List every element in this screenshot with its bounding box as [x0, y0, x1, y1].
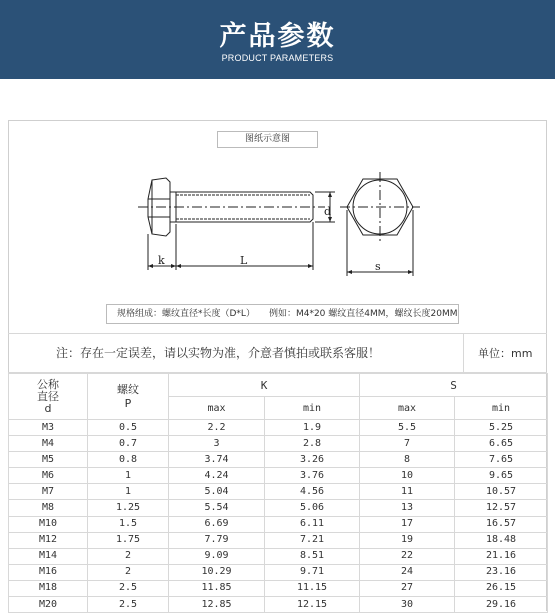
cell-s-min: 6.65 [455, 436, 548, 452]
cell-s-min: 21.16 [455, 548, 548, 564]
spec-composition: 规格组成：螺纹直径*长度（D*L） [117, 309, 255, 319]
cell-s-max: 30 [360, 597, 455, 613]
cell-s-min: 16.57 [455, 516, 548, 532]
cell-p: 0.5 [88, 420, 169, 436]
cell-k-max: 5.54 [169, 500, 265, 516]
cell-s-max: 11 [360, 484, 455, 500]
table-row [9, 484, 548, 500]
cell-k-max: 3.74 [169, 452, 265, 468]
page-title: 产品参数 [219, 21, 336, 52]
cell-p: 1.5 [88, 516, 169, 532]
cell-p: 1 [88, 468, 169, 484]
table-row [9, 516, 548, 532]
cell-p: 1.25 [88, 500, 169, 516]
cell-d: M18 [9, 580, 88, 596]
cell-k-min: 1.9 [265, 420, 360, 436]
cell-k-max: 4.24 [169, 468, 265, 484]
cell-p: 1.75 [88, 532, 169, 548]
cell-s-max: 13 [360, 500, 455, 516]
header-nominal-diameter: 公称 直径 d [9, 374, 88, 420]
cell-k-min: 5.06 [265, 500, 360, 516]
table-body [9, 420, 548, 613]
table-row [9, 564, 548, 580]
cell-d: M8 [9, 500, 88, 516]
header-k: K [169, 374, 360, 397]
notice-bar [8, 333, 547, 373]
spec-description [106, 304, 459, 324]
cell-p: 2.5 [88, 597, 169, 613]
cell-s-min: 7.65 [455, 452, 548, 468]
header-k-min: min [265, 397, 360, 420]
dim-label-s: s [375, 260, 381, 273]
cell-k-max: 10.29 [169, 564, 265, 580]
cell-p: 2 [88, 564, 169, 580]
cell-s-max: 7 [360, 436, 455, 452]
notice-divider [463, 334, 464, 372]
header-thread-pitch: 螺纹 P [88, 374, 169, 420]
page-subtitle: PRODUCT PARAMETERS [221, 53, 334, 63]
dim-label-d: d [324, 205, 332, 218]
header-s: S [360, 374, 548, 397]
table-row [9, 452, 548, 468]
cell-s-max: 27 [360, 580, 455, 596]
cell-s-max: 22 [360, 548, 455, 564]
table-row [9, 532, 548, 548]
cell-d: M12 [9, 532, 88, 548]
cell-d: M14 [9, 548, 88, 564]
cell-s-max: 17 [360, 516, 455, 532]
cell-k-min: 6.11 [265, 516, 360, 532]
cell-s-min: 5.25 [455, 420, 548, 436]
dim-label-L: L [240, 254, 248, 267]
cell-s-min: 12.57 [455, 500, 548, 516]
cell-d: M3 [9, 420, 88, 436]
cell-d: M20 [9, 597, 88, 613]
cell-d: M10 [9, 516, 88, 532]
error-notice: 注：存在一定误差，请以实物为准，介意者慎拍或联系客服！ [56, 346, 381, 360]
cell-s-max: 10 [360, 468, 455, 484]
cell-s-min: 18.48 [455, 532, 548, 548]
cell-k-min: 4.56 [265, 484, 360, 500]
diagram-caption: 图纸示意图 [217, 131, 318, 148]
table-row [9, 500, 548, 516]
cell-k-min: 2.8 [265, 436, 360, 452]
cell-s-min: 10.57 [455, 484, 548, 500]
table-row [9, 548, 548, 564]
cell-s-min: 23.16 [455, 564, 548, 580]
cell-s-max: 24 [360, 564, 455, 580]
cell-s-max: 8 [360, 452, 455, 468]
cell-k-max: 5.04 [169, 484, 265, 500]
dim-label-k: k [158, 254, 165, 267]
cell-k-max: 7.79 [169, 532, 265, 548]
table-row [9, 420, 548, 436]
cell-d: M6 [9, 468, 88, 484]
cell-s-min: 26.15 [455, 580, 548, 596]
cell-k-min: 12.15 [265, 597, 360, 613]
table-row [9, 436, 548, 452]
header-s-min: min [455, 397, 548, 420]
cell-k-min: 3.26 [265, 452, 360, 468]
cell-d: M5 [9, 452, 88, 468]
table-row [9, 580, 548, 596]
cell-k-max: 3 [169, 436, 265, 452]
cell-s-min: 9.65 [455, 468, 548, 484]
cell-k-max: 12.85 [169, 597, 265, 613]
cell-d: M7 [9, 484, 88, 500]
cell-d: M4 [9, 436, 88, 452]
cell-k-min: 11.15 [265, 580, 360, 596]
cell-s-max: 5.5 [360, 420, 455, 436]
cell-k-min: 3.76 [265, 468, 360, 484]
bolt-diagram [130, 168, 430, 283]
cell-p: 1 [88, 484, 169, 500]
table-row [9, 597, 548, 613]
cell-p: 2.5 [88, 580, 169, 596]
cell-k-min: 8.51 [265, 548, 360, 564]
header-k-max: max [169, 397, 265, 420]
header-s-max: max [360, 397, 455, 420]
cell-k-max: 11.85 [169, 580, 265, 596]
cell-k-min: 7.21 [265, 532, 360, 548]
cell-p: 0.8 [88, 452, 169, 468]
cell-p: 2 [88, 548, 169, 564]
parameter-table [8, 373, 548, 613]
cell-k-max: 2.2 [169, 420, 265, 436]
cell-s-min: 29.16 [455, 597, 548, 613]
header-banner [0, 0, 555, 79]
cell-k-max: 6.69 [169, 516, 265, 532]
cell-s-max: 19 [360, 532, 455, 548]
unit-label: 单位：mm [478, 347, 533, 360]
cell-d: M16 [9, 564, 88, 580]
cell-k-min: 9.71 [265, 564, 360, 580]
spec-example: 例如：M4*20 螺纹直径4MM，螺纹长度20MM [268, 309, 458, 319]
cell-k-max: 9.09 [169, 548, 265, 564]
cell-p: 0.7 [88, 436, 169, 452]
table-row [9, 468, 548, 484]
